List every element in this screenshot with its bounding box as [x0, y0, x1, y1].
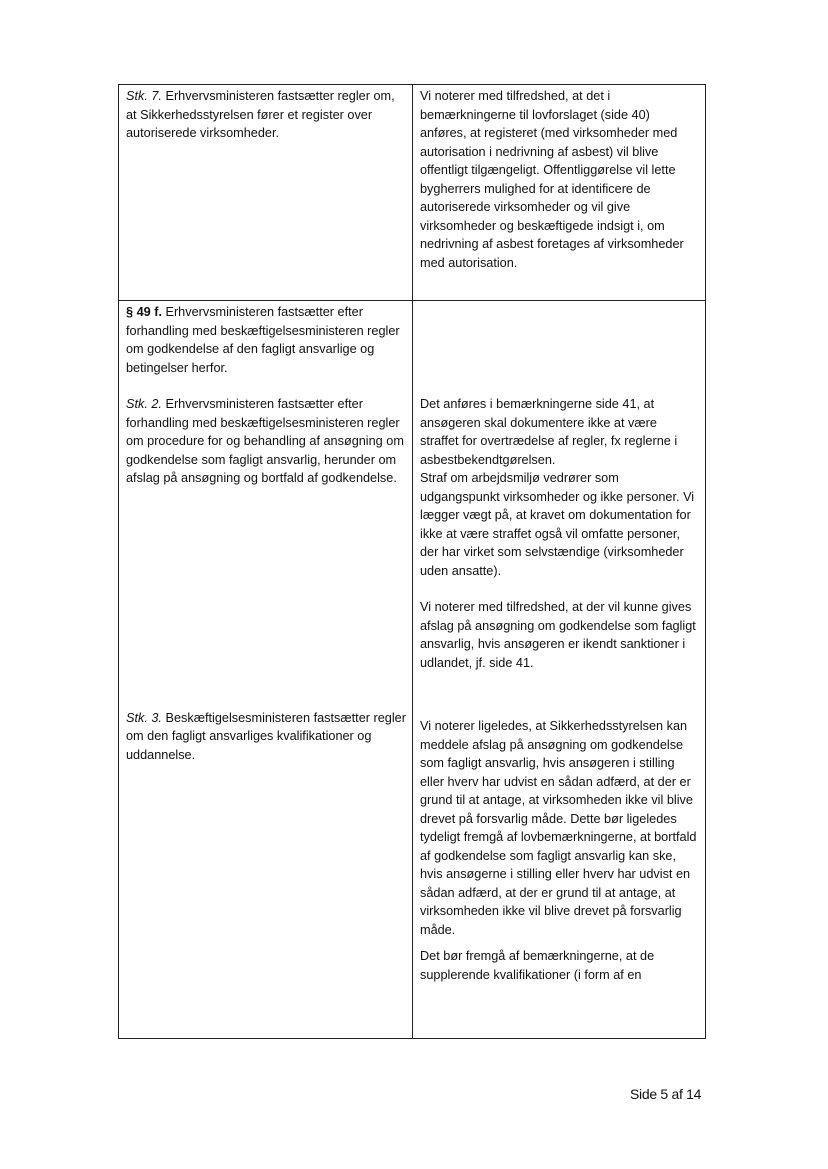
comment-paragraph: Det bør fremgå af bemærkningerne, at de supplerende kvalifikationer (i form af en — [420, 949, 655, 982]
paragraph-text: Beskæftigelsesministeren fastsætter regler om den fagligt ansvarliges kvalifikationer og uddannelse. — [126, 710, 406, 762]
table-row — [119, 85, 706, 301]
law-text-cell — [119, 301, 413, 1039]
paragraph-text: Erhvervsministeren fastsætter efter forhandling med beskæftigelsesministeren regler om godkendelse af den fagligt ansvarlige og betingelser herfor. — [126, 305, 400, 375]
law-paragraph — [126, 87, 406, 143]
comment-table — [118, 84, 706, 1039]
section-marker: § 49 f. — [126, 305, 162, 319]
comment-cell — [413, 301, 706, 1039]
comment-paragraph: Vi noterer ligeledes, at Sikkerhedsstyrelsen kan meddele afslag på ansøgning om godkendelse som fagligt ansvarlig, hvis ansøgeren i stilling eller hverv har udvist en sådan adfærd, at der er grund til at antage, at virksomheden ikke vil blive drevet på forsvarlig måde. Dette bør ligeledes tydeligt fremgå af lovbemærkningerne, at bortfald af godkendelse som fagligt ansvarlig kan ske, hvis ansøgerne i stilling eller hverv har udvist en sådan adfærd, at der er grund til at antage, at virksomheden ikke vil blive drevet på forsvarlig måde. — [420, 719, 697, 937]
comment-paragraph: Straf om arbejdsmiljø vedrører som udgangspunkt virksomheder og ikke personer. Vi lægger vægt på, at kravet om dokumentation for ikke at være straffet også vil omfatte personer, der har virket som selvstændige (virksomheder uden ansatte). — [420, 471, 695, 578]
law-paragraph — [126, 709, 406, 765]
paragraph-marker: Stk. 7. — [126, 89, 162, 103]
comment-paragraph: Vi noterer med tilfredshed, at der vil kunne gives afslag på ansøgning om godkendelse som fagligt ansvarlig, hvis ansøgeren er ikendt sanktioner i udlandet, jf. side 41. — [420, 600, 696, 670]
paragraph-marker: Stk. 3. — [126, 710, 162, 725]
law-paragraph — [126, 303, 406, 377]
paragraph-text: Erhvervsministeren fastsætter efter forhandling med beskæftigelsesministeren regler om procedure for og behandling af ansøgning om godkendelse som fagligt ansvarlig, herunder om afslag på ansøgning og bortfald af godkendelse. — [126, 397, 404, 485]
comment-paragraph: Det anføres i bemærkningerne side 41, at ansøgeren skal dokumentere ikke at være straffet for overtrædelse af regler, fx reglerne i asbestbekendtgørelsen. — [420, 397, 678, 467]
paragraph-marker: Stk. 2. — [126, 397, 162, 411]
page-number: Side 5 af 14 — [630, 1086, 702, 1102]
law-text-cell — [119, 85, 413, 301]
paragraph-text: Erhvervsministeren fastsætter regler om, at Sikkerhedsstyrelsen fører et register over autoriserede virksomheder. — [126, 89, 395, 140]
comment-cell — [413, 85, 706, 301]
law-paragraph — [126, 395, 406, 488]
table-row — [119, 301, 706, 1039]
comment-paragraph: Vi noterer med tilfredshed, at det i bemærkningerne til lovforslaget (side 40) anføres, at registeret (med virksomheder med autorisation i nedrivning af asbest) vil blive offentligt tilgængeligt. Offentliggørelse vil lette bygherrers mulighed for at identificere de autoriserede virksomheder og vil give virksomheder og beskæftigede indsigt i, om nedrivning af asbest foretages af virksomheder med autorisation. — [420, 89, 684, 270]
blank-spacer — [420, 303, 699, 395]
